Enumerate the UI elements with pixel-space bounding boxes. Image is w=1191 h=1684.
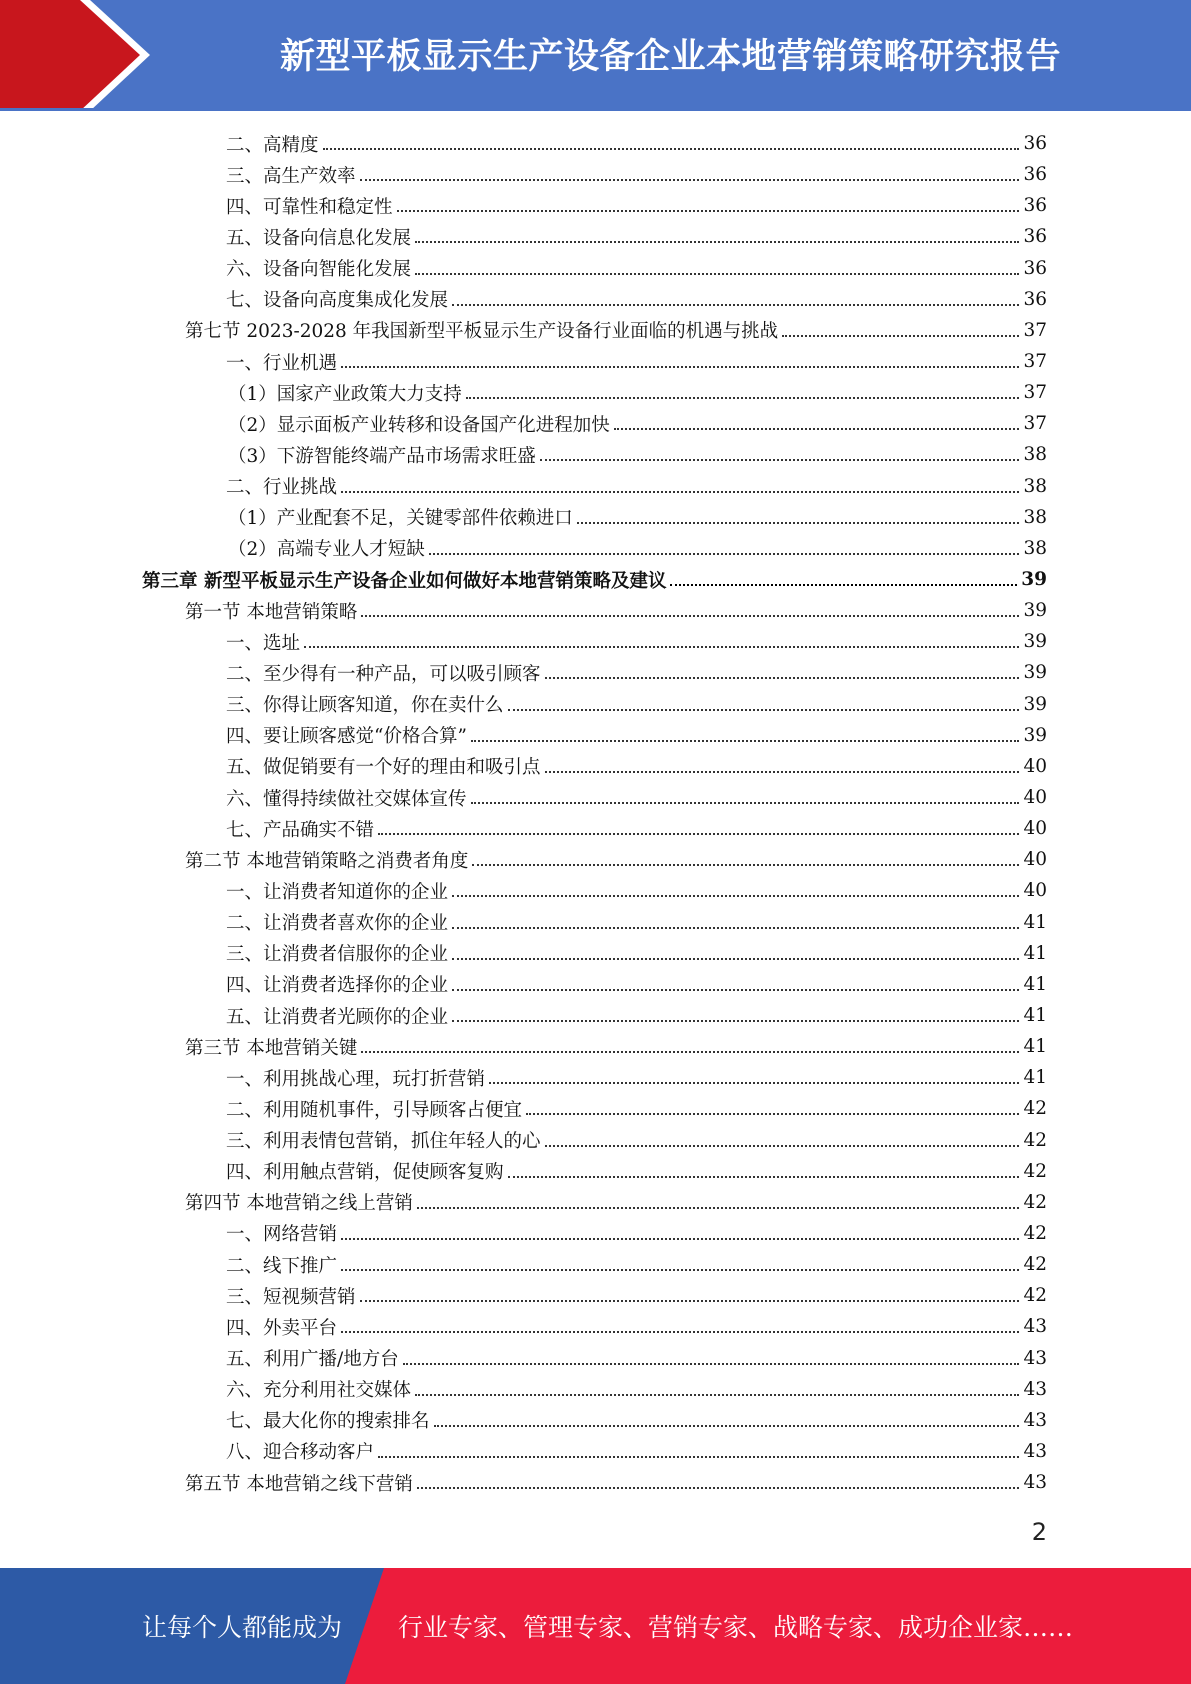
toc-entry-title: 六、充分利用社交媒体: [226, 1380, 412, 1402]
dot-leader: [341, 490, 1019, 493]
toc-entry-page: 43: [1023, 1409, 1047, 1431]
toc-item-entry[interactable]: [0, 782, 1191, 813]
toc-entry-page: 40: [1023, 880, 1047, 902]
dot-leader: [471, 739, 1020, 742]
toc-item-entry[interactable]: [0, 533, 1191, 564]
dot-leader: [378, 1455, 1019, 1458]
toc-item-entry[interactable]: [0, 907, 1191, 938]
dot-leader: [466, 396, 1020, 399]
toc-item-entry[interactable]: [0, 720, 1191, 751]
dot-leader: [545, 1144, 1020, 1147]
toc-entry-title: （1）产业配套不足，关键零部件依赖进口: [228, 508, 573, 530]
page-number: 2: [1031, 1518, 1047, 1546]
toc-entry-title: （3）下游智能终端产品市场需求旺盛: [228, 445, 536, 467]
toc-entry-title: 二、让消费者喜欢你的企业: [226, 913, 449, 935]
toc-item-entry[interactable]: [0, 1125, 1191, 1156]
dot-leader: [452, 988, 1019, 991]
footer-slogan-right: 行业专家、管理专家、营销专家、战略专家、成功企业家……: [398, 1613, 1074, 1642]
dot-leader: [508, 708, 1020, 711]
dot-leader: [540, 458, 1020, 461]
toc-entry-title: 第三章 新型平板显示生产设备企业如何做好本地营销策略及建议: [142, 570, 667, 592]
toc-entry-title: 七、设备向高度集成化发展: [226, 290, 449, 312]
toc-item-entry[interactable]: [0, 1374, 1191, 1405]
toc-entry-page: 41: [1023, 942, 1047, 964]
toc-entry-page: 41: [1023, 1036, 1047, 1058]
toc-entry-page: 41: [1023, 1067, 1047, 1089]
toc-entry-title: 二、高精度: [226, 134, 319, 156]
toc-item-entry[interactable]: [0, 221, 1191, 252]
toc-entry-title: 第五节 本地营销之线下营销: [185, 1473, 413, 1495]
dot-leader: [361, 614, 1019, 617]
toc-entry-page: 41: [1023, 973, 1047, 995]
toc-entry-page: 43: [1023, 1316, 1047, 1338]
toc-item-entry[interactable]: [0, 408, 1191, 439]
dot-leader: [415, 1393, 1019, 1396]
toc-entry-title: （2）显示面板产业转移和设备国产化进程加快: [228, 414, 610, 436]
dot-leader: [360, 178, 1020, 181]
dot-leader: [489, 1081, 1019, 1084]
toc-section-entry[interactable]: [0, 1467, 1191, 1498]
toc-entry-title: 一、网络营销: [226, 1224, 338, 1246]
toc-entry-title: 第三节 本地营销关键: [185, 1037, 358, 1059]
dot-leader: [360, 1299, 1020, 1302]
toc-item-entry[interactable]: [0, 813, 1191, 844]
toc-entry-title: 二、利用随机事件，引导顾客占便宜: [226, 1099, 523, 1121]
toc-item-entry[interactable]: [0, 938, 1191, 969]
toc-entry-page: 43: [1023, 1472, 1047, 1494]
toc-entry-page: 36: [1023, 226, 1047, 248]
toc-section-entry[interactable]: [0, 1187, 1191, 1218]
toc-item-entry[interactable]: [0, 1218, 1191, 1249]
dot-leader: [471, 801, 1020, 804]
table-of-contents: [0, 128, 1191, 1498]
toc-item-entry[interactable]: [0, 502, 1191, 533]
dot-leader: [304, 645, 1019, 648]
toc-section-entry[interactable]: [0, 315, 1191, 346]
toc-item-entry[interactable]: [0, 159, 1191, 190]
toc-entry-page: 42: [1023, 1254, 1047, 1276]
toc-item-entry[interactable]: [0, 190, 1191, 221]
toc-entry-title: 五、设备向信息化发展: [226, 227, 412, 249]
toc-entry-title: （1）国家产业政策大力支持: [228, 383, 462, 405]
toc-section-entry[interactable]: [0, 595, 1191, 626]
toc-entry-page: 38: [1023, 475, 1047, 497]
toc-entry-title: 三、短视频营销: [226, 1286, 356, 1308]
toc-entry-page: 38: [1023, 506, 1047, 528]
dot-leader: [341, 1237, 1019, 1240]
toc-entry-page: 39: [1023, 724, 1047, 746]
dot-leader: [417, 1206, 1020, 1209]
toc-entry-title: 四、让消费者选择你的企业: [226, 975, 449, 997]
toc-entry-page: 37: [1023, 351, 1047, 373]
toc-entry-page: 38: [1023, 537, 1047, 559]
toc-entry-page: 39: [1023, 600, 1047, 622]
toc-entry-page: 37: [1023, 413, 1047, 435]
toc-entry-title: 七、产品确实不错: [226, 819, 375, 841]
dot-leader: [397, 209, 1020, 212]
toc-entry-title: 五、做促销要有一个好的理由和吸引点: [226, 757, 541, 779]
toc-entry-page: 42: [1023, 1098, 1047, 1120]
dot-leader: [323, 147, 1020, 150]
toc-entry-page: 42: [1023, 1191, 1047, 1213]
toc-entry-page: 42: [1023, 1285, 1047, 1307]
toc-entry-title: 三、高生产效率: [226, 165, 356, 187]
toc-item-entry[interactable]: [0, 1405, 1191, 1436]
toc-entry-title: 六、懂得持续做社交媒体宣传: [226, 788, 467, 810]
toc-item-entry[interactable]: [0, 1093, 1191, 1124]
toc-entry-title: 三、利用表情包营销，抓住年轻人的心: [226, 1131, 541, 1153]
toc-item-entry[interactable]: [0, 439, 1191, 470]
toc-section-entry[interactable]: [0, 844, 1191, 875]
dot-leader: [417, 1486, 1020, 1489]
dot-leader: [545, 676, 1020, 679]
page-footer: [0, 1568, 1191, 1684]
toc-item-entry[interactable]: [0, 1156, 1191, 1187]
dot-leader: [472, 863, 1019, 866]
toc-entry-page: 41: [1023, 911, 1047, 933]
toc-entry-page: 40: [1023, 787, 1047, 809]
dot-leader: [452, 957, 1019, 960]
toc-entry-page: 42: [1023, 1222, 1047, 1244]
page-header: [0, 0, 1191, 111]
toc-item-entry[interactable]: [0, 875, 1191, 906]
toc-entry-title: 第四节 本地营销之线上营销: [185, 1193, 413, 1215]
dot-leader: [429, 552, 1020, 555]
dot-leader: [508, 1175, 1020, 1178]
toc-entry-title: 一、行业机遇: [226, 352, 338, 374]
toc-entry-page: 41: [1023, 1005, 1047, 1026]
toc-entry-page: 43: [1023, 1347, 1047, 1369]
toc-entry-title: 四、外卖平台: [226, 1317, 338, 1339]
toc-entry-page: 36: [1023, 288, 1047, 310]
toc-entry-title: 一、让消费者知道你的企业: [226, 881, 449, 903]
dot-leader: [361, 1050, 1019, 1053]
toc-item-entry[interactable]: [0, 689, 1191, 720]
toc-entry-title: 三、让消费者信服你的企业: [226, 944, 449, 966]
toc-entry-page: 43: [1023, 1378, 1047, 1400]
toc-item-entry[interactable]: [0, 1062, 1191, 1093]
toc-item-entry[interactable]: [0, 1280, 1191, 1311]
toc-entry-page: 36: [1023, 164, 1047, 186]
toc-item-entry[interactable]: [0, 1342, 1191, 1373]
toc-entry-page: 36: [1023, 133, 1047, 155]
dot-leader: [614, 427, 1020, 430]
report-title: 新型平板显示生产设备企业本地营销策略研究报告: [279, 37, 1061, 77]
dot-leader: [341, 1330, 1019, 1333]
toc-entry-page: 40: [1023, 755, 1047, 777]
toc-entry-title: 第七节 2023-2028 年我国新型平板显示生产设备行业面临的机遇与挑战: [185, 321, 779, 343]
toc-item-entry[interactable]: [0, 377, 1191, 408]
toc-item-entry[interactable]: [0, 969, 1191, 1000]
toc-entry-title: 一、选址: [226, 632, 301, 654]
toc-entry-page: 42: [1023, 1160, 1047, 1182]
toc-entry-page: 36: [1023, 195, 1047, 217]
toc-entry-title: 二、行业挑战: [226, 477, 338, 499]
toc-item-entry[interactable]: [0, 284, 1191, 315]
toc-entry-title: 七、最大化你的搜索排名: [226, 1411, 430, 1433]
toc-entry-page: 38: [1023, 444, 1047, 466]
toc-entry-title: 四、要让顾客感觉“价格合算”: [226, 726, 467, 748]
toc-item-entry[interactable]: [0, 1311, 1191, 1342]
toc-entry-page: 37: [1023, 319, 1047, 341]
toc-item-entry[interactable]: [0, 471, 1191, 502]
toc-entry-title: 第二节 本地营销策略之消费者角度: [185, 850, 469, 872]
toc-item-entry[interactable]: [0, 657, 1191, 688]
toc-entry-page: 43: [1023, 1440, 1047, 1462]
toc-item-entry[interactable]: [0, 1436, 1191, 1467]
toc-entry-page: 37: [1023, 382, 1047, 404]
dot-leader: [452, 926, 1019, 929]
dot-leader: [452, 894, 1019, 897]
dot-leader: [415, 272, 1019, 275]
toc-item-entry[interactable]: [0, 1000, 1191, 1031]
toc-entry-title: 一、利用挑战心理，玩打折营销: [226, 1068, 486, 1090]
toc-item-entry[interactable]: [0, 751, 1191, 782]
toc-entry-title: 四、利用触点营销，促使顾客复购: [226, 1162, 504, 1184]
toc-entry-page: 39: [1023, 693, 1047, 715]
toc-entry-page: 39: [1021, 569, 1047, 591]
toc-section-entry[interactable]: [0, 1031, 1191, 1062]
toc-entry-title: 五、利用广播/地方台: [226, 1349, 399, 1371]
toc-entry-title: 第一节 本地营销策略: [185, 601, 358, 623]
toc-entry-page: 40: [1023, 818, 1047, 840]
toc-entry-title: 三、你得让顾客知道，你在卖什么: [226, 695, 504, 717]
toc-entry-title: 二、至少得有一种产品，可以吸引顾客: [226, 663, 541, 685]
dot-leader: [526, 1112, 1019, 1115]
footer-slogan-left: 让每个人都能成为: [142, 1613, 343, 1642]
dot-leader: [782, 334, 1019, 337]
toc-entry-title: 六、设备向智能化发展: [226, 259, 412, 281]
toc-entry-title: 四、可靠性和稳定性: [226, 196, 393, 218]
toc-entry-title: 五、让消费者光顾你的企业: [226, 1006, 449, 1028]
toc-entry-title: 二、线下推广: [226, 1255, 338, 1277]
dot-leader: [577, 521, 1020, 524]
dot-leader: [545, 770, 1020, 773]
dot-leader: [403, 1362, 1020, 1365]
toc-item-entry[interactable]: [0, 626, 1191, 657]
toc-entry-page: 36: [1023, 257, 1047, 279]
dot-leader: [452, 1019, 1019, 1022]
toc-entry-page: 39: [1023, 662, 1047, 684]
toc-entry-page: 42: [1023, 1129, 1047, 1151]
toc-entry-title: （2）高端专业人才短缺: [228, 539, 425, 561]
dot-leader: [452, 303, 1019, 306]
toc-item-entry[interactable]: [0, 1249, 1191, 1280]
dot-leader: [434, 1424, 1020, 1427]
dot-leader: [670, 583, 1017, 586]
toc-item-entry[interactable]: [0, 128, 1191, 159]
toc-entry-page: 40: [1023, 849, 1047, 871]
toc-entry-page: 39: [1023, 631, 1047, 653]
dot-leader: [341, 1268, 1019, 1271]
toc-entry-title: 八、迎合移动客户: [226, 1442, 375, 1464]
dot-leader: [378, 832, 1019, 835]
toc-item-entry[interactable]: [0, 253, 1191, 284]
toc-item-entry[interactable]: [0, 346, 1191, 377]
dot-leader: [415, 240, 1019, 243]
toc-chapter-entry[interactable]: [0, 564, 1191, 595]
dot-leader: [341, 365, 1019, 368]
